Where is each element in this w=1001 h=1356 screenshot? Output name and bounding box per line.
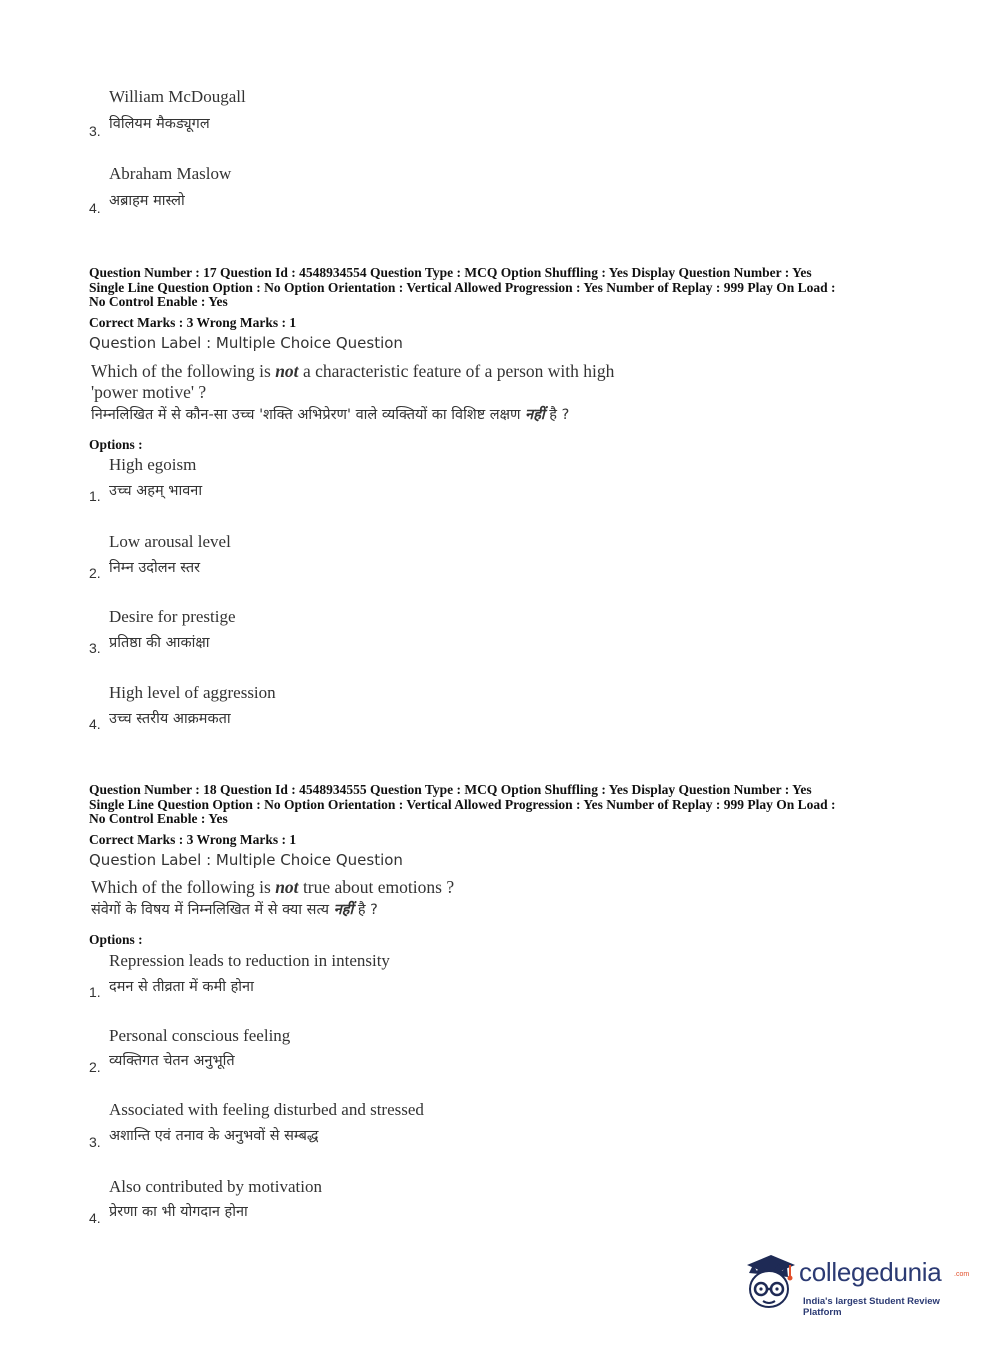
option-number: 2. [89,565,101,581]
question-marks: Correct Marks : 3 Wrong Marks : 1 [89,315,297,330]
question-text-emphasis: नहीं [333,902,354,918]
question-text-emphasis: नहीं [525,407,545,423]
option-text-en: Repression leads to reduction in intensity [109,951,390,970]
option-text-en: Desire for prestige [109,607,236,626]
question-meta [89,783,919,827]
option-text-en: Personal conscious feeling [109,1026,291,1045]
question-text-hi [91,900,378,921]
option-number: 1. [89,488,101,504]
option-number: 4. [89,200,101,216]
question-meta-line: No Control Enable : Yes [89,811,228,827]
option-text-hi: निम्न उदोलन स्तर [109,560,201,576]
logo-tagline: India's largest Student Review Platform [803,1296,940,1318]
option-number: 3. [89,123,101,139]
option-text-hi: व्यक्तिगत चेतन अनुभूति [109,1053,235,1069]
question-meta-line: Single Line Question Option : No Option Orientation : Vertical Allowed Progression : Yes Number of Replay : 999 Play On Load : [89,796,836,812]
option-text-hi: उच्च स्तरीय आक्रमकता [109,711,231,727]
option-text-hi: प्रेरणा का भी योगदान होना [109,1204,248,1220]
question-meta [89,266,919,310]
option-text-hi: अशान्ति एवं तनाव के अनुभवों से सम्बद्ध [109,1128,319,1144]
question-text-part: निम्नलिखित में से कौन-सा उच्च 'शक्ति अभिप्रेरण' वाले व्यक्तियों का विशिष्ट लक्षण [91,407,526,423]
option-text-hi: प्रतिष्ठा की आकांक्षा [109,635,210,651]
logo-wordmark: collegedunia [799,1257,942,1287]
option-text-en: High level of aggression [109,683,276,702]
option-text-en: High egoism [109,455,197,474]
option-text-hi: विलियम मैकड्यूगल [109,116,210,132]
mascot-icon [741,1251,799,1313]
question-text-hi [91,405,569,426]
option-number: 4. [89,716,101,732]
question-label: Question Label : Multiple Choice Question [89,851,403,869]
option-number: 3. [89,640,101,656]
option-text-en: William McDougall [109,87,246,106]
option-number: 2. [89,1059,101,1075]
option-text-en: Low arousal level [109,532,231,551]
options-heading: Options : [89,437,143,452]
question-meta-line: Single Line Question Option : No Option Orientation : Vertical Allowed Progression : Yes Number of Replay : 999 Play On Load : [89,279,836,295]
question-text-emphasis: not [275,361,299,381]
question-meta-line: Question Number : 17 Question Id : 4548934554 Question Type : MCQ Option Shuffling : Yes Display Question Number : Yes [89,265,812,280]
option-number: 4. [89,1210,101,1226]
question-text-part: 'power motive' ? [91,382,207,402]
question-marks: Correct Marks : 3 Wrong Marks : 1 [89,832,297,847]
option-text-en: Abraham Maslow [109,164,232,183]
question-text-part: a characteristic feature of a person with high [298,361,615,381]
question-text-part: है ? [353,902,378,918]
question-text-part: true about emotions ? [298,877,455,897]
question-meta-line: No Control Enable : Yes [89,294,228,310]
logo-domain: .com [954,1271,970,1278]
question-text-part: संवेगों के विषय में निम्नलिखित में से क्या सत्य [91,902,334,918]
question-text-part: Which of the following is [91,877,276,897]
question-meta-line: Question Number : 18 Question Id : 4548934555 Question Type : MCQ Option Shuffling : Yes Display Question Number : Yes [89,782,812,797]
option-number: 3. [89,1134,101,1150]
question-text-en [91,877,454,898]
question-text-emphasis: not [275,877,299,897]
collegedunia-logo [741,1251,971,1318]
option-number: 1. [89,984,101,1000]
question-label: Question Label : Multiple Choice Question [89,334,403,352]
question-text-part: है ? [544,407,570,423]
question-text-part: Which of the following is [91,361,276,381]
option-text-hi: उच्च अहम् भावना [109,483,203,499]
question-text-en [91,361,614,403]
option-text-hi: अब्राहम मास्लो [109,193,185,209]
option-text-en: Associated with feeling disturbed and stressed [109,1100,424,1119]
option-text-hi: दमन से तीव्रता में कमी होना [109,979,254,995]
option-text-en: Also contributed by motivation [109,1177,322,1196]
options-heading: Options : [89,932,143,947]
